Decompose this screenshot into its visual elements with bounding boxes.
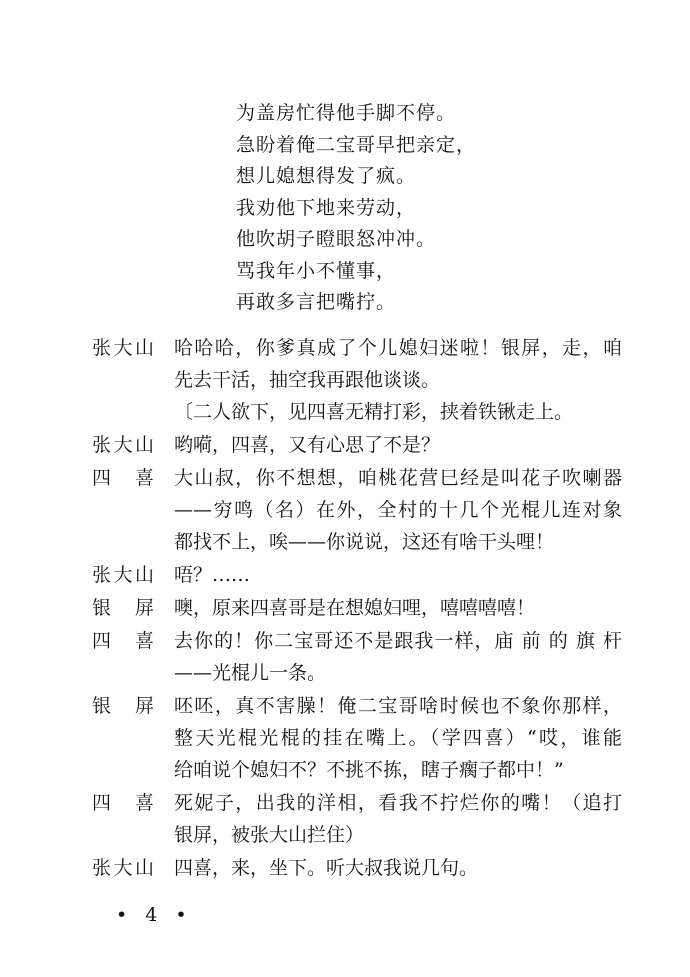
speech <box>174 690 632 786</box>
speech-line: 银屏，被张大山拦住） <box>174 824 365 846</box>
speech-line: 整天光棍光棍的挂在嘴上。（学四喜）“哎，谁能 <box>174 727 622 749</box>
speech-line: 哟嗬，四喜，又有心思了不是？ <box>174 434 441 456</box>
speech <box>174 625 632 689</box>
song-line: 急盼着俺二宝哥早把亲定， <box>236 133 477 156</box>
speech-line: 噢，原来四喜哥是在想媳妇哩，嘻嘻嘻嘻！ <box>174 597 536 619</box>
speech-line: 都找不上，唉——你说说，这还有啥干头哩！ <box>174 531 555 553</box>
speech-line: ——穷鸣（名）在外，全村的十几个光棍儿连对象 <box>174 499 622 521</box>
speech <box>174 592 632 624</box>
speaker-name: 张大山 <box>92 857 154 879</box>
speaker-name: 四 喜 <box>92 792 154 814</box>
speech-line: 去你的！你二宝哥还不是跟我一样，庙 前 的 旗 杆 <box>174 630 622 652</box>
dialogue-turn <box>92 462 632 558</box>
song-line: 想儿媳想得发了疯。 <box>236 165 417 187</box>
dialogue-turn <box>92 429 632 461</box>
speaker-name: 张大山 <box>92 564 154 586</box>
speech-line: ——光棍儿一条。 <box>174 662 327 684</box>
song-line: 我劝他下地来劳动， <box>236 196 417 219</box>
speech <box>174 462 632 558</box>
speech <box>174 332 632 428</box>
song-line: 为盖房忙得他手脚不停。 <box>236 102 457 124</box>
dialogue-turn <box>92 690 632 786</box>
dialogue-turn <box>92 625 632 689</box>
speech <box>174 852 632 884</box>
speech-line: 死妮子，出我的洋相，看我不拧烂你的嘴！（追打 <box>174 792 622 814</box>
speech <box>174 429 632 461</box>
speech-line: 大山叔，你不想想，咱桃花营巳经是叫花子吹喇器 <box>174 467 622 489</box>
song-line: 再敢多言把嘴拧。 <box>236 291 397 313</box>
song-line: 他吹胡子瞪眼怒冲冲。 <box>236 228 437 250</box>
speaker-name: 银 屏 <box>92 695 154 717</box>
speech-line: 四喜，来，坐下。听大叔我说几句。 <box>174 857 479 879</box>
speaker-name: 银 屏 <box>92 597 154 619</box>
speaker-name: 张大山 <box>92 434 154 456</box>
speaker-name: 四 喜 <box>92 630 154 652</box>
speech-line: 哈哈哈，你爹真成了个儿媳妇迷啦！银屏，走，咱 <box>174 337 622 359</box>
speaker-name: 四 喜 <box>92 467 154 489</box>
speaker-name: 张大山 <box>92 337 154 359</box>
page-number: • 4 • <box>116 904 193 926</box>
dialogue-turn <box>92 332 632 428</box>
speech-line: 给咱说个媳妇不？不挑不拣，瞎子瘸子都中！” <box>174 759 564 781</box>
dialogue-turn <box>92 787 632 851</box>
dialogue-block <box>92 332 632 885</box>
song-line: 骂我年小不懂事， <box>236 259 397 282</box>
song-verse <box>236 98 616 319</box>
speech-line: 呸呸，真不害臊！俺二宝哥啥时候也不象你那样， <box>174 695 622 717</box>
dialogue-turn <box>92 559 632 591</box>
speech <box>174 787 632 851</box>
speech-line: 先去干活，抽空我再跟他谈谈。 <box>174 369 441 391</box>
speech <box>174 559 632 591</box>
dialogue-turn <box>92 592 632 624</box>
stage-direction: 〔二人欲下，见四喜无精打彩，挟着铁锹走上。 <box>174 401 574 423</box>
dialogue-turn <box>92 852 632 884</box>
speech-line: 唔？…… <box>174 564 251 586</box>
